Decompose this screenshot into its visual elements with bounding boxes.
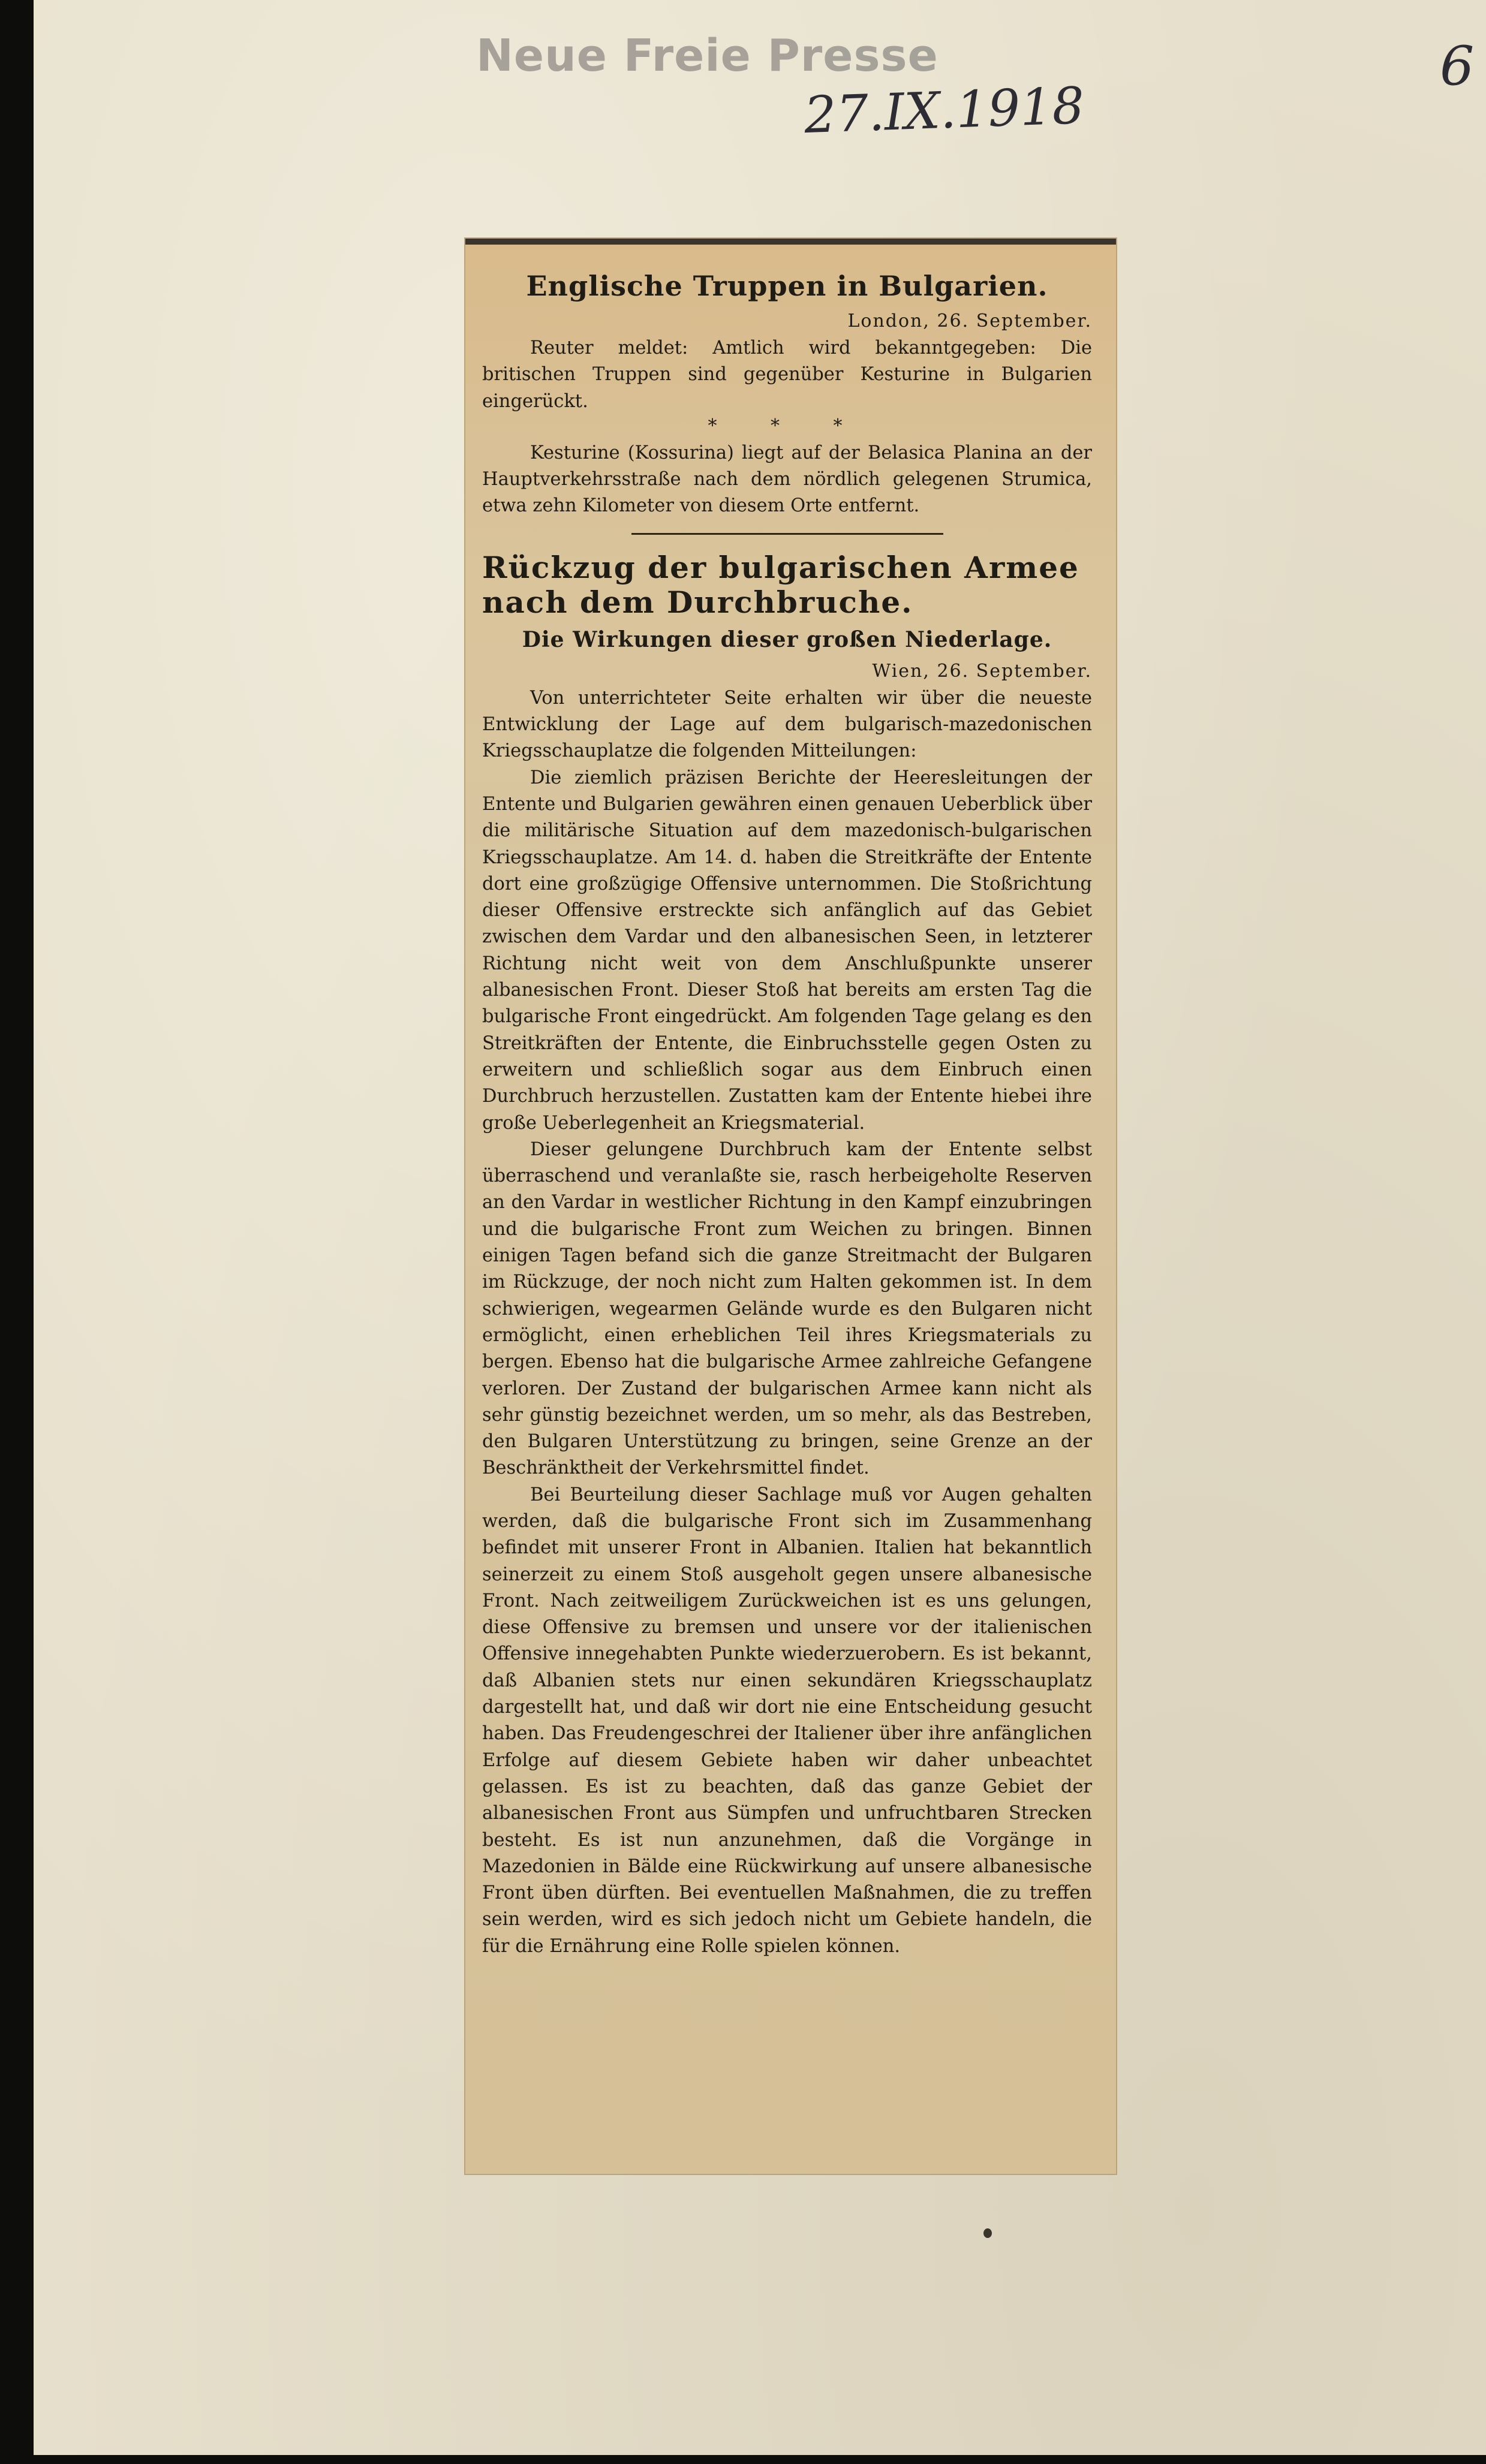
article2-paragraph: Von unterrichteter Seite erhalten wir über die neueste Entwicklung der Lage auf dem bulgarisch-mazedonischen Kriegsschauplatze die folgenden Mitteilungen:	[482, 687, 1092, 762]
article2-paragraph: Bei Beurteilung dieser Sachlage muß vor Augen gehalten werden, daß die bulgarische Front sich im Zusammenhang befindet mit unserer Front in Albanien. Italien hat bekanntlich seinerzeit zu einem Stoß ausgeholt gegen unsere albanesische Front. Nach zeitweiligem Zurückweichen ist es uns gelungen, diese Offensive zu bremsen und unsere vor der italienischen Offensive innegehabten Punkte wiederzuerobern. Es ist bekannt, daß Albanien stets nur einen sekundären Kriegsschauplatz dargestellt hat, und daß wir dort nie eine Entscheidung gesucht haben. Das Freudengeschrei der Italiener über ihre anfänglichen Erfolge auf diesem Gebiete haben wir daher unbeachtet gelassen. Es ist zu beachten, daß das ganze Gebiet der albanesischen Front aus Sümpfen und unfruchtbaren Strecken besteht. Es ist nun anzunehmen, daß die Vorgänge in Mazedonien in Bälde eine Rückwirkung auf unsere albanesische Front üben dürften. Bei eventuellen Maßnahmen, die zu treffen sein werden, wird es sich jedoch nicht um Gebiete handeln, die für die Ernährung eine Rolle spielen können.	[482, 1484, 1092, 1957]
article2-headline: Rückzug der bulgarischen Armee nach dem Durchbruche.	[482, 549, 1079, 620]
article2-subheadline: Die Wirkungen dieser großen Niederlage.	[522, 626, 1052, 652]
clipping-top-rule	[465, 239, 1116, 245]
article2-paragraph: Dieser gelungene Durchbruch kam der Entente selbst überraschend und veranlaßte sie, rasch herbeigeholte Reserven an den Vardar in westlicher Richtung in den Kampf einzubringen und die bulgarische Front zum Weichen zu bringen. Binnen einigen Tagen befand sich die ganze Streitmacht der Bulgaren im Rückzuge, der noch nicht zum Halten gekommen ist. In dem schwierigen, wegearmen Gelände wurde es den Bulgaren nicht ermöglicht, einen erheblichen Teil ihres Kriegsmaterials zu bergen. Ebenso hat die bulgarische Armee zahlreiche Gefangene verloren. Der Zustand der bulgarischen Armee kann nicht als sehr günstig bezeichnet werden, um so mehr, als das Bestreben, den Bulgaren Unterstützung zu bringen, seine Grenze an der Beschränktheit der Verkehrsmittel findet.	[482, 1138, 1092, 1479]
newspaper-clipping	[465, 239, 1116, 2174]
punch-hole	[10, 288, 30, 324]
article1-dateline: London, 26. September.	[847, 311, 1092, 332]
article1-headline: Englische Truppen in Bulgarien.	[526, 270, 1048, 302]
punch-hole	[10, 1199, 30, 1235]
article2-dateline: Wien, 26. September.	[872, 660, 1092, 682]
article1-paragraph: Reuter meldet: Amtlich wird bekanntgegeben: Die britischen Truppen sind gegenüber Kesturine in Bulgarien eingerückt.	[482, 338, 1092, 412]
handwritten-date: 27.IX.1918	[803, 76, 1085, 145]
paper-mark	[983, 2228, 992, 2238]
punch-hole	[10, 144, 30, 180]
punch-hole	[10, 2050, 30, 2086]
archive-sheet	[34, 0, 1486, 2455]
article1-paragraph: Kesturine (Kossurina) liegt auf der Belasica Planina an der Hauptverkehrsstraße nach dem nördlich gelegenen Strumica, etwa zehn Kilometer von diesem Orte entfernt.	[482, 442, 1092, 517]
article2-paragraph: Die ziemlich präzisen Berichte der Heeresleitungen der Entente und Bulgarien gewähren einen genauen Ueberblick über die militärische Situation auf dem mazedonisch-bulgarischen Kriegsschauplatze. Am 14. d. haben die Streitkräfte der Entente dort eine großzügige Offensive unternommen. Die Stoßrichtung dieser Offensive erstreckte sich anfänglich auf das Gebiet zwischen dem Vardar und den albanesischen Seen, in letzterer Richtung nicht weit von dem Anschlußpunkte unserer albanesischen Front. Dieser Stoß hat bereits am ersten Tag die bulgarische Front eingedrückt. Am folgenden Tage gelang es den Streitkräften der Entente, die Einbruchsstelle gegen Osten zu erweitern und schließlich sogar aus dem Einbruch einen Durchbruch herzustellen. Zustatten kam der Entente hiebei ihre große Ueberlegenheit an Kriegsmaterial.	[482, 767, 1092, 1134]
newspaper-stamp: Neue Freie Presse	[476, 30, 938, 82]
page-number: 6	[1440, 35, 1475, 98]
article-separator: * * *	[708, 415, 867, 436]
article-divider	[631, 533, 943, 535]
